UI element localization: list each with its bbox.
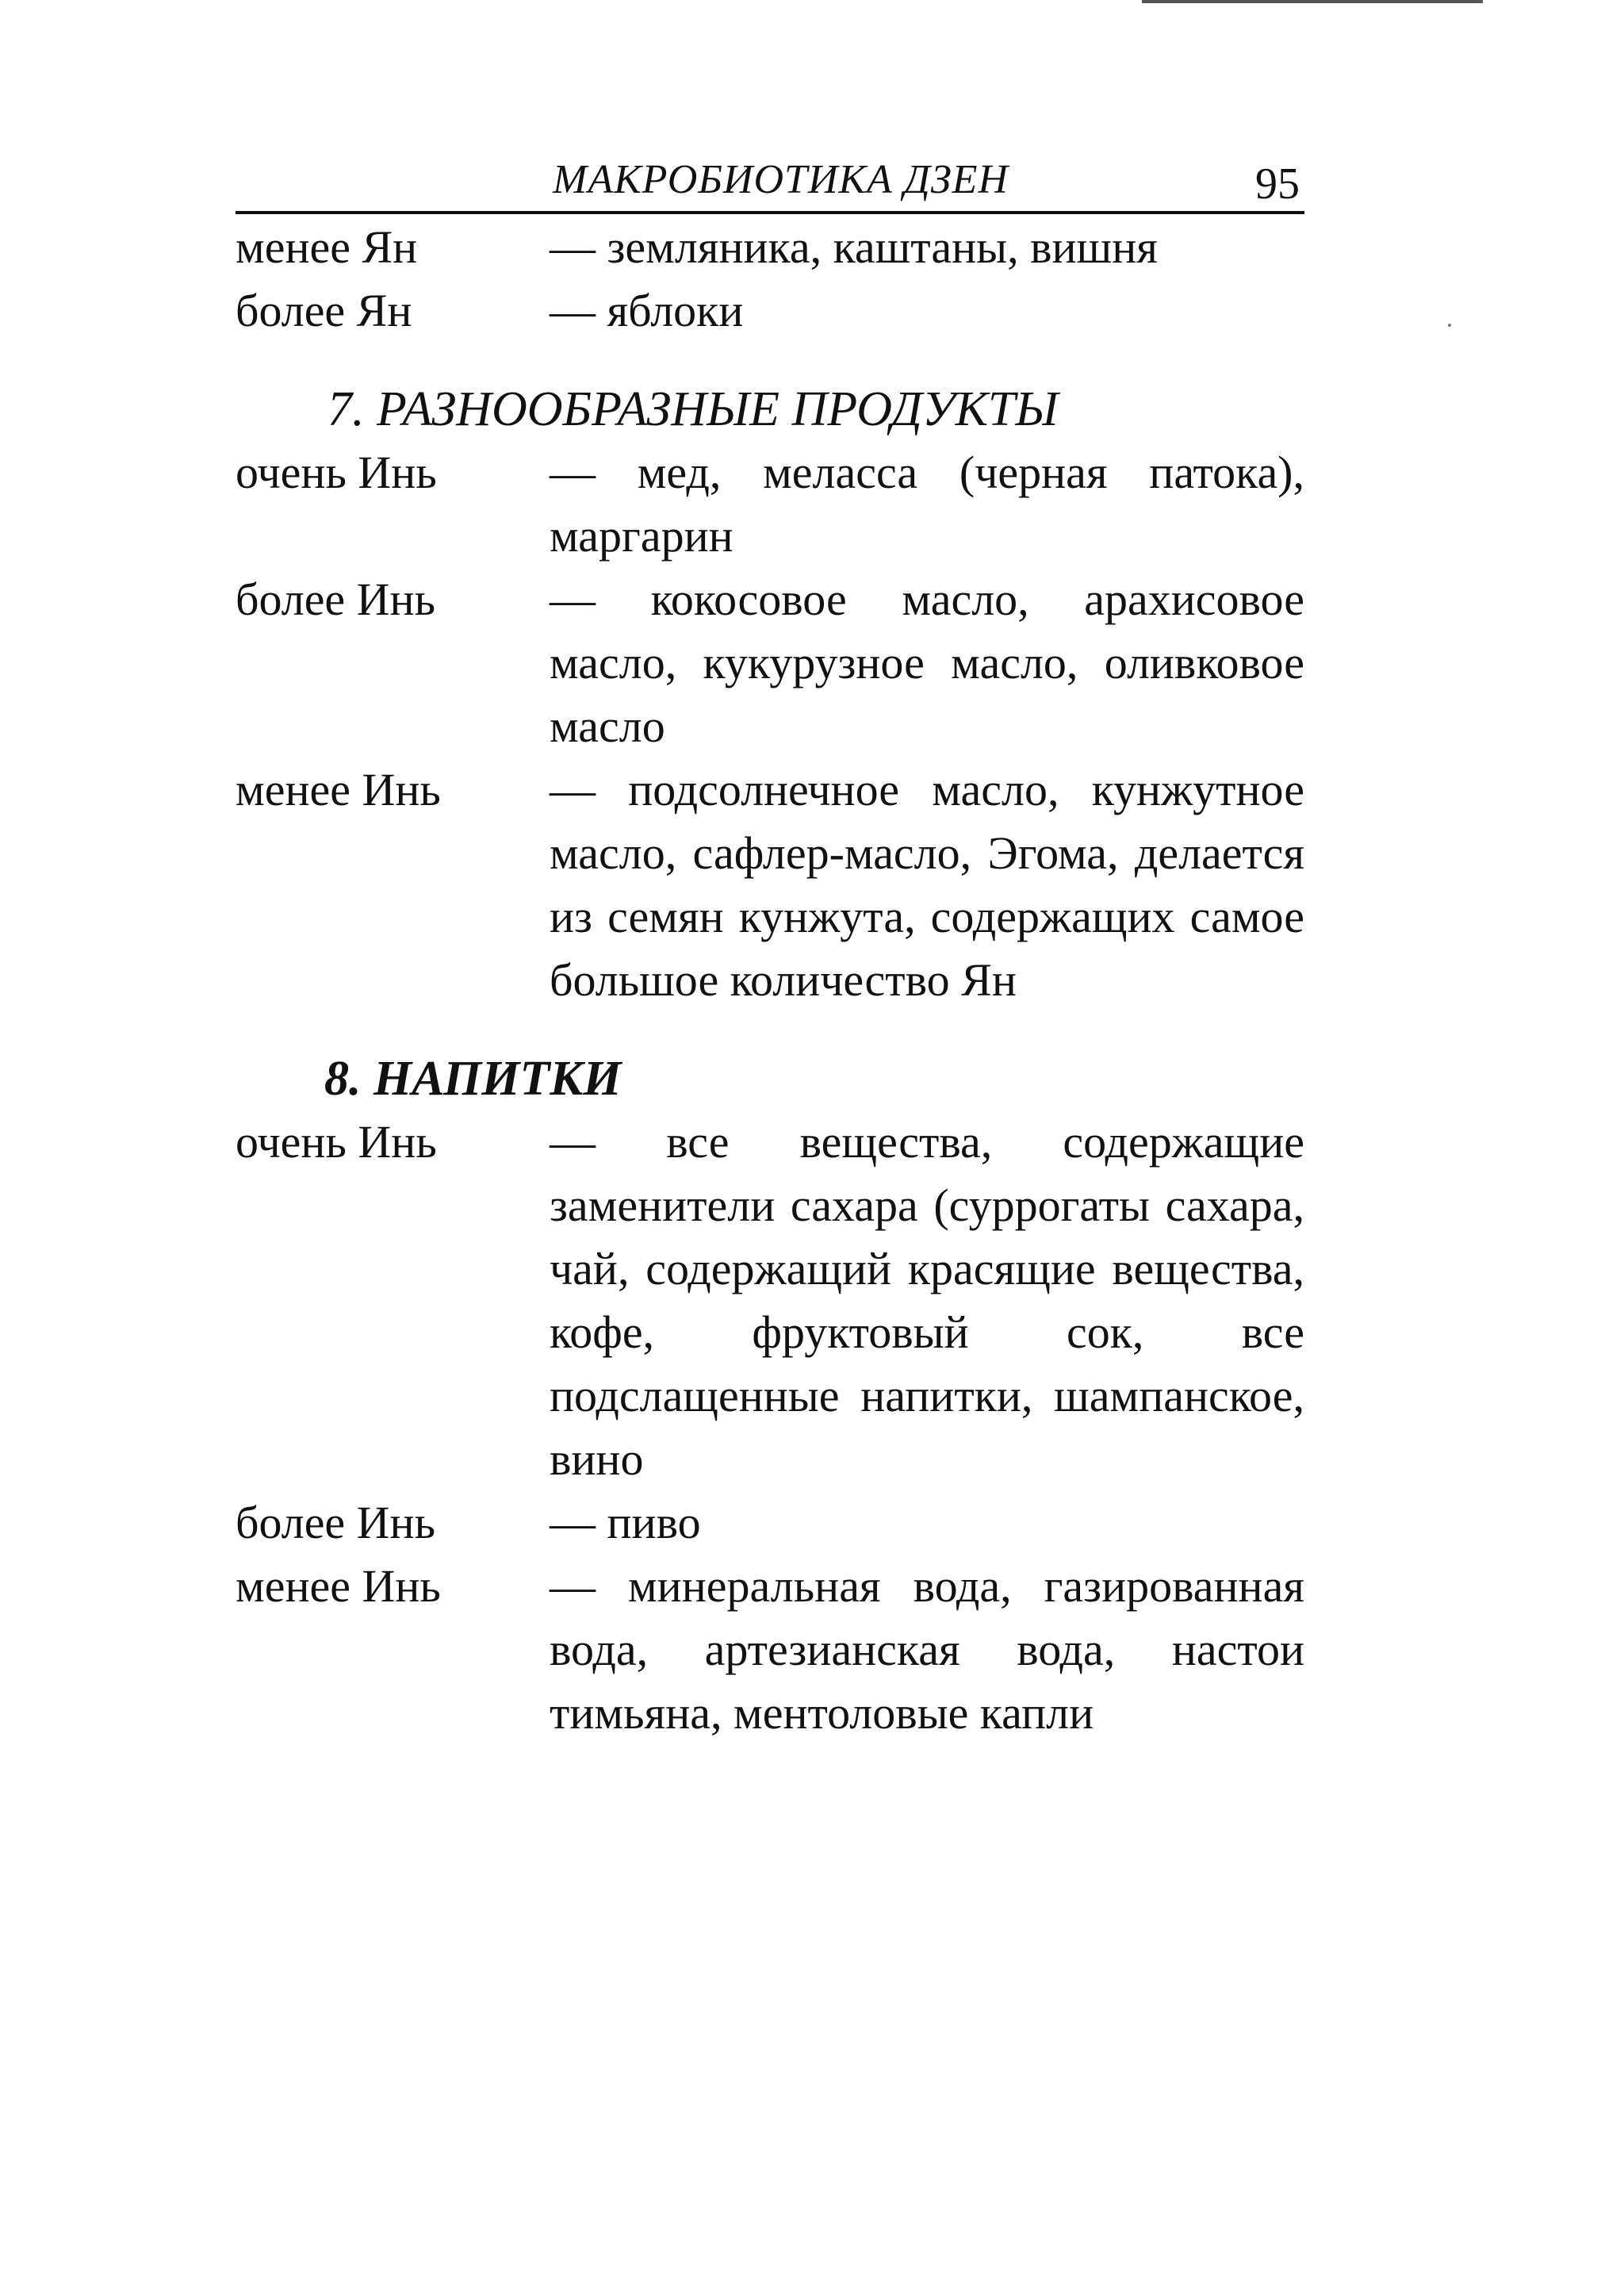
entry-term: очень Инь (236, 1116, 437, 1168)
list-item (236, 441, 1304, 568)
running-title: МАКРОБИОТИКА ДЗЕН (553, 157, 1009, 202)
entry-definition: — мед, меласса (черная патока), маргарин (550, 447, 1304, 562)
entry-term: менее Инь (236, 1560, 441, 1612)
section-heading: 8. НАПИТКИ (324, 1052, 622, 1106)
entries-top (236, 216, 1304, 343)
entry-definition: — пиво (550, 1497, 701, 1548)
section-heading: 7. РАЗНООБРАЗНЫЕ ПРОДУКТЫ (327, 382, 1059, 436)
list-item (236, 568, 1304, 758)
entry-definition: — яблоки (550, 285, 744, 336)
list-item (236, 279, 1304, 343)
entry-definition: — земляника, каштаны, вишня (550, 221, 1158, 273)
scan-speck (1448, 324, 1451, 327)
list-item (236, 1491, 1304, 1555)
entry-term: более Инь (236, 573, 436, 625)
page-number: 95 (1255, 159, 1300, 209)
running-header (236, 148, 1304, 214)
entry-definition: — все вещества, содержащие заменители сахара (суррогаты сахара, чай, содержащий красящие вещества, кофе, фруктовый сок, все подслащенные напитки, шампанское, вино (550, 1116, 1304, 1485)
entry-definition: — минеральная вода, газированная вода, артезианская вода, настои тимьяна, ментоловые капли (550, 1560, 1304, 1739)
entry-term: очень Инь (236, 447, 437, 498)
list-item (236, 1555, 1304, 1745)
entry-definition: — подсолнечное масло, кунжутное масло, сафлер-масло, Эгома, делается из семян кунжута, содержащих самое большое количество Ян (550, 764, 1304, 1006)
entry-term: более Ян (236, 285, 412, 336)
section-entries (236, 1110, 1304, 1745)
section-entries (236, 441, 1304, 1012)
list-item (236, 758, 1304, 1012)
list-item (236, 216, 1304, 279)
entry-term: менее Инь (236, 764, 441, 815)
entry-term: более Инь (236, 1497, 436, 1548)
entry-term: менее Ян (236, 221, 418, 273)
entry-definition: — кокосовое масло, арахисовое масло, кукурузное масло, оливковое масло (550, 573, 1304, 752)
book-page (236, 148, 1304, 1745)
list-item (236, 1110, 1304, 1491)
top-edge-rule (1142, 0, 1483, 3)
